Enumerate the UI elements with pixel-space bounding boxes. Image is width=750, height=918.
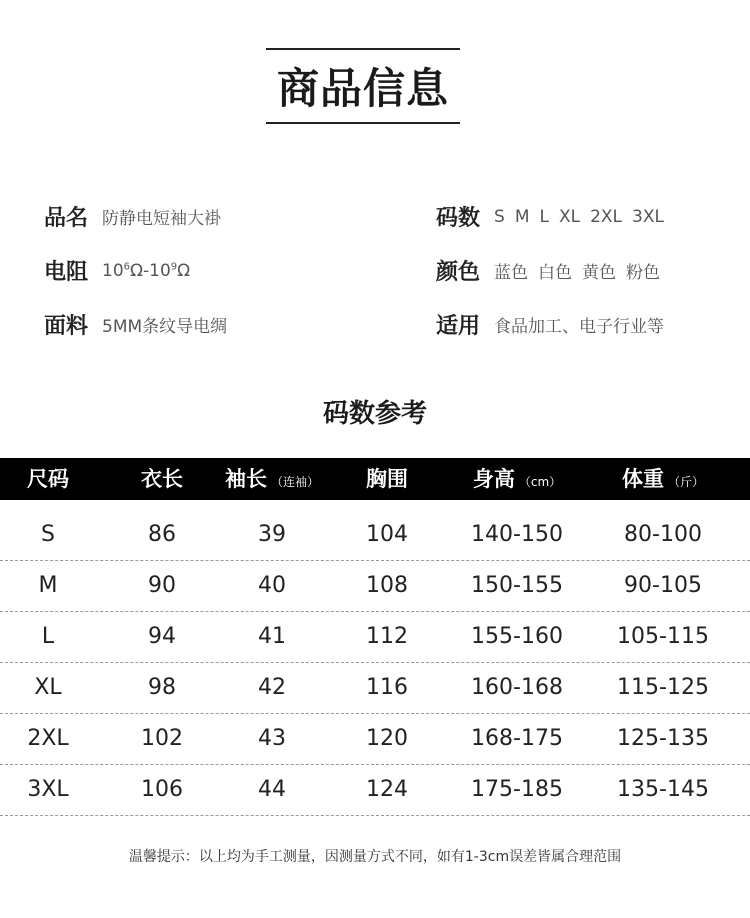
cell-sleeve: 44 [258,777,286,802]
info-fabric-value: 5MM条纹导电绸 [102,317,228,337]
header-chest: 胸围 [366,467,408,491]
cell-chest: 104 [366,522,408,547]
table-row [0,509,750,561]
cell-size: M [38,573,58,598]
info-sizes-value: S M L XL 2XL 3XL [494,206,664,227]
table-row [0,764,750,816]
cell-length: 94 [148,624,176,649]
cell-height: 175-185 [471,777,563,802]
header-size: 尺码 [27,467,69,491]
cell-length: 86 [148,522,176,547]
cell-weight: 90-105 [624,573,702,598]
cell-weight: 135-145 [617,777,709,802]
cell-size: L [41,624,55,649]
cell-chest: 108 [366,573,408,598]
info-usage [436,309,664,340]
cell-sleeve: 42 [258,675,286,700]
info-resistance-label: 电阻 [44,260,89,285]
cell-height: 155-160 [471,624,563,649]
info-name-label: 品名 [44,206,89,231]
cell-size: 3XL [27,777,69,802]
info-sizes-label: 码数 [436,206,481,231]
cell-sleeve: 39 [258,522,286,547]
cell-weight: 115-125 [617,675,709,700]
cell-weight: 80-100 [624,522,702,547]
header-length: 衣长 [141,467,183,491]
info-sizes [436,201,674,232]
cell-length: 102 [141,726,183,751]
cell-sleeve: 43 [258,726,286,751]
header-height: 身高 （cm） [472,467,562,491]
cell-length: 90 [148,573,176,598]
header-weight: 体重 （斤） [621,467,705,491]
info-colors-label: 颜色 [436,260,481,285]
info-name-value: 防静电短袖大褂 [102,209,222,229]
measurement-note: 温馨提示：以上均为手工测量，因测量方式不同，如有1-3cm误差皆属合理范围 [128,849,622,865]
cell-weight: 105-115 [617,624,709,649]
cell-height: 160-168 [471,675,563,700]
info-usage-value: 食品加工、电子行业等 [494,317,665,337]
info-fabric [44,309,227,340]
cell-length: 98 [148,675,176,700]
info-name [44,201,221,232]
table-row [0,611,750,663]
info-usage-label: 适用 [436,314,481,339]
size-table-header [0,458,750,500]
info-fabric-label: 面料 [44,314,89,339]
cell-chest: 112 [366,624,408,649]
cell-chest: 124 [366,777,408,802]
cell-size: S [41,522,55,547]
header-sleeve: 袖长 （连袖） [224,467,320,491]
info-resistance [44,255,190,286]
size-reference-title: 码数参考 [322,399,427,429]
cell-sleeve: 40 [258,573,286,598]
cell-size: XL [34,675,62,700]
cell-chest: 116 [366,675,408,700]
cell-height: 168-175 [471,726,563,751]
cell-sleeve: 41 [258,624,286,649]
table-row [0,560,750,612]
cell-height: 140-150 [471,522,563,547]
info-colors-value: 蓝色 白色 黄色 粉色 [494,263,661,283]
table-row [0,662,750,714]
cell-weight: 125-135 [617,726,709,751]
cell-size: 2XL [27,726,69,751]
info-colors [436,255,670,286]
title-frame [266,48,460,124]
cell-height: 150-155 [471,573,563,598]
page-title: 商品信息 [276,64,449,113]
cell-length: 106 [141,777,183,802]
cell-chest: 120 [366,726,408,751]
info-resistance-value: $10^6\Omega-10^9\Omega$ [102,260,191,281]
table-row [0,713,750,765]
